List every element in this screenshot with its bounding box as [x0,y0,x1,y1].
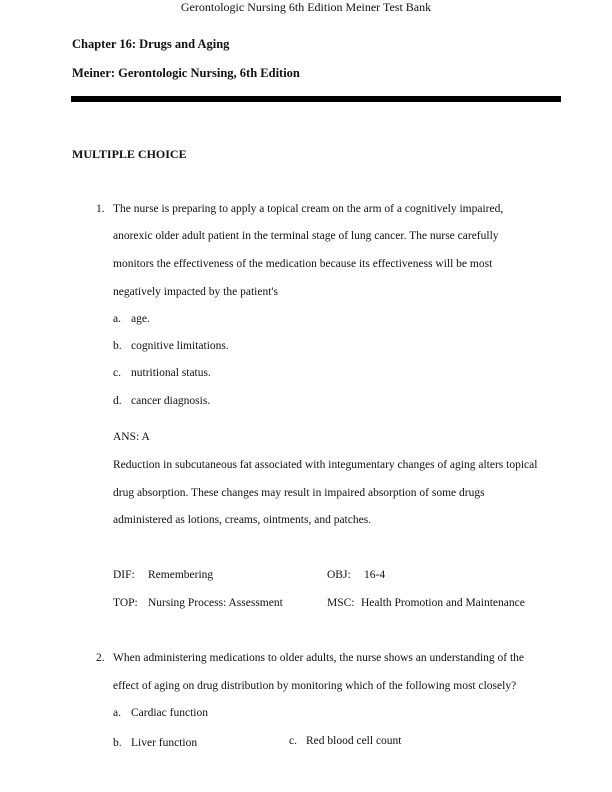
top-value: Nursing Process: Assessment [148,597,283,609]
horizontal-divider [71,96,561,102]
obj-value: 16-4 [364,569,386,581]
question-number: 1. [96,203,105,215]
chapter-title: Chapter 16: Drugs and Aging [72,37,230,51]
option-letter: c. [289,735,297,747]
question-stem-line: monitors the effectiveness of the medication because its effectiveness will be most [113,258,493,270]
option-letter: c. [113,367,121,379]
option-letter: b. [113,340,122,352]
answer-key: ANS: A [113,431,150,443]
question-stem-line: The nurse is preparing to apply a topical cream on the arm of a cognitively impaired, [113,203,504,215]
dif-label: DIF: [113,569,135,581]
page-header-title: Gerontologic Nursing 6th Edition Meiner Test Bank [180,0,432,14]
dif-value: Remembering [148,569,214,581]
rationale-line: drug absorption. These changes may result in impaired absorption of some drugs [113,487,485,499]
option-letter: d. [113,395,122,407]
option-text: nutritional status. [131,367,211,379]
rationale-line: administered as lotions, creams, ointments, and patches. [113,514,372,526]
question-stem-line: When administering medications to older adults, the nurse shows an understanding of the [113,652,525,664]
book-title: Meiner: Gerontologic Nursing, 6th Edition [72,66,300,80]
question-stem-line: effect of aging on drug distribution by monitoring which of the following most closely? [113,680,517,692]
option-letter: a. [113,313,121,325]
question-stem-line: negatively impacted by the patient's [113,286,278,298]
option-text: cancer diagnosis. [131,395,211,407]
option-text: Red blood cell count [306,735,402,747]
question-stem-line: anorexic older adult patient in the terminal stage of lung cancer. The nurse carefully [113,230,499,242]
option-letter: b. [113,737,122,749]
option-text: cognitive limitations. [131,340,229,352]
option-text: age. [131,313,150,325]
obj-label: OBJ: [327,569,351,581]
section-heading: MULTIPLE CHOICE [72,147,187,161]
msc-value: Health Promotion and Maintenance [361,597,525,609]
option-letter: a. [113,707,121,719]
option-text: Liver function [131,737,198,749]
question-number: 2. [96,652,105,664]
top-label: TOP: [113,597,138,609]
option-text: Cardiac function [131,707,208,719]
msc-label: MSC: [327,597,355,609]
rationale-line: Reduction in subcutaneous fat associated with integumentary changes of aging alters topical [113,459,538,471]
